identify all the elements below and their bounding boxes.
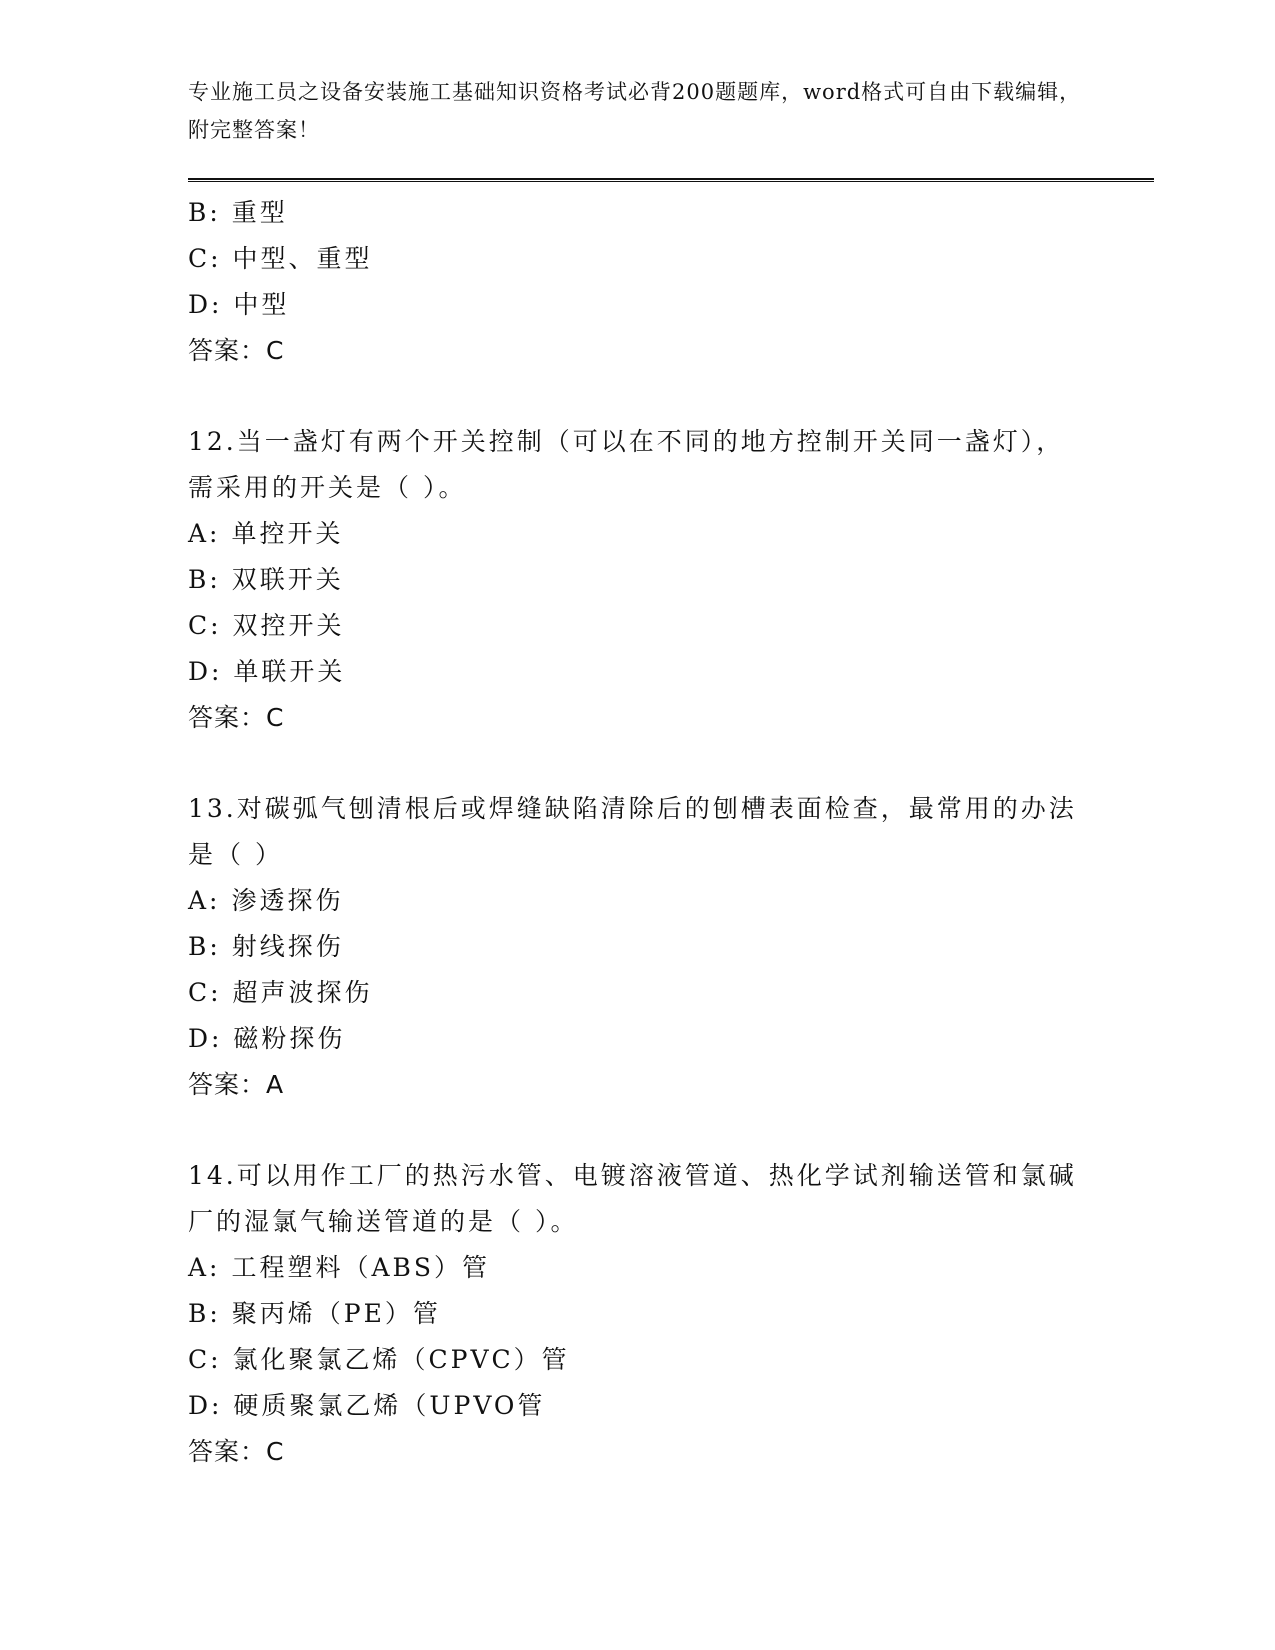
option-label: D:	[188, 1024, 223, 1053]
answer-line: 答案：C	[188, 1437, 285, 1466]
option-d	[188, 1383, 1088, 1429]
prev-question-block	[188, 190, 1088, 374]
option-c	[188, 970, 1088, 1016]
question-body: 可以用作工厂的热污水管、电镀溶液管道、热化学试剂输送管和氯碱厂的湿氯气输送管道的是（ ）。	[188, 1161, 1077, 1236]
option-text: 单控开关	[231, 519, 344, 548]
option-text: 单联开关	[233, 657, 346, 686]
question-number: 14.	[188, 1161, 237, 1190]
option-text: 渗透探伤	[231, 886, 344, 915]
option-label: A:	[188, 1253, 221, 1282]
option-label: D:	[188, 657, 223, 686]
option-text: 聚丙烯（PE）管	[231, 1299, 441, 1328]
option-d	[188, 282, 1088, 328]
question-content	[188, 190, 1088, 1475]
answer-line: 答案：C	[188, 703, 285, 732]
option-text: 中型、重型	[232, 244, 373, 273]
option-a	[188, 511, 1088, 557]
option-text: 氯化聚氯乙烯（CPVC）管	[232, 1345, 570, 1374]
option-label: C:	[188, 244, 222, 273]
option-a	[188, 878, 1088, 924]
option-text: 工程塑料（ABS）管	[231, 1253, 490, 1282]
option-label: A:	[188, 519, 221, 548]
option-label: B:	[188, 565, 221, 594]
question-12	[188, 419, 1088, 741]
option-d	[188, 649, 1088, 695]
option-text: 磁粉探伤	[233, 1024, 346, 1053]
question-body: 当一盏灯有两个开关控制（可以在不同的地方控制开关同一盏灯），需采用的开关是（ ）。	[188, 427, 1065, 502]
question-body: 对碳弧气刨清根后或焊缝缺陷清除后的刨槽表面检查，最常用的办法是（ ）	[188, 794, 1077, 869]
option-text: 硬质聚氯乙烯（UPVO管	[233, 1391, 546, 1420]
option-text: 双控开关	[232, 611, 345, 640]
option-c	[188, 236, 1088, 282]
option-label: C:	[188, 978, 222, 1007]
page-header-title: 专业施工员之设备安装施工基础知识资格考试必背200题题库，word格式可自由下载编辑，附完整答案！	[188, 80, 1082, 142]
option-label: C:	[188, 1345, 222, 1374]
question-text	[188, 419, 1088, 511]
option-text: 射线探伤	[231, 932, 344, 961]
option-label: A:	[188, 886, 221, 915]
option-label: D:	[188, 290, 223, 319]
option-c	[188, 1337, 1088, 1383]
option-label: B:	[188, 1299, 221, 1328]
option-b	[188, 190, 1088, 236]
option-b	[188, 557, 1088, 603]
question-text	[188, 786, 1088, 878]
option-text: 超声波探伤	[232, 978, 373, 1007]
option-text: 中型	[233, 290, 290, 319]
answer-line: 答案：C	[188, 336, 285, 365]
option-a	[188, 1245, 1088, 1291]
option-b	[188, 1291, 1088, 1337]
option-b	[188, 924, 1088, 970]
answer-line: 答案：A	[188, 1070, 285, 1099]
question-13	[188, 786, 1088, 1108]
question-14	[188, 1153, 1088, 1475]
option-d	[188, 1016, 1088, 1062]
option-label: C:	[188, 611, 222, 640]
question-number: 13.	[188, 794, 237, 823]
question-text	[188, 1153, 1088, 1245]
option-text: 双联开关	[231, 565, 344, 594]
option-c	[188, 603, 1088, 649]
option-label: B:	[188, 932, 221, 961]
option-text: 重型	[231, 198, 288, 227]
header-divider	[188, 178, 1154, 182]
option-label: D:	[188, 1391, 223, 1420]
question-number: 12.	[188, 427, 237, 456]
option-label: B:	[188, 198, 221, 227]
